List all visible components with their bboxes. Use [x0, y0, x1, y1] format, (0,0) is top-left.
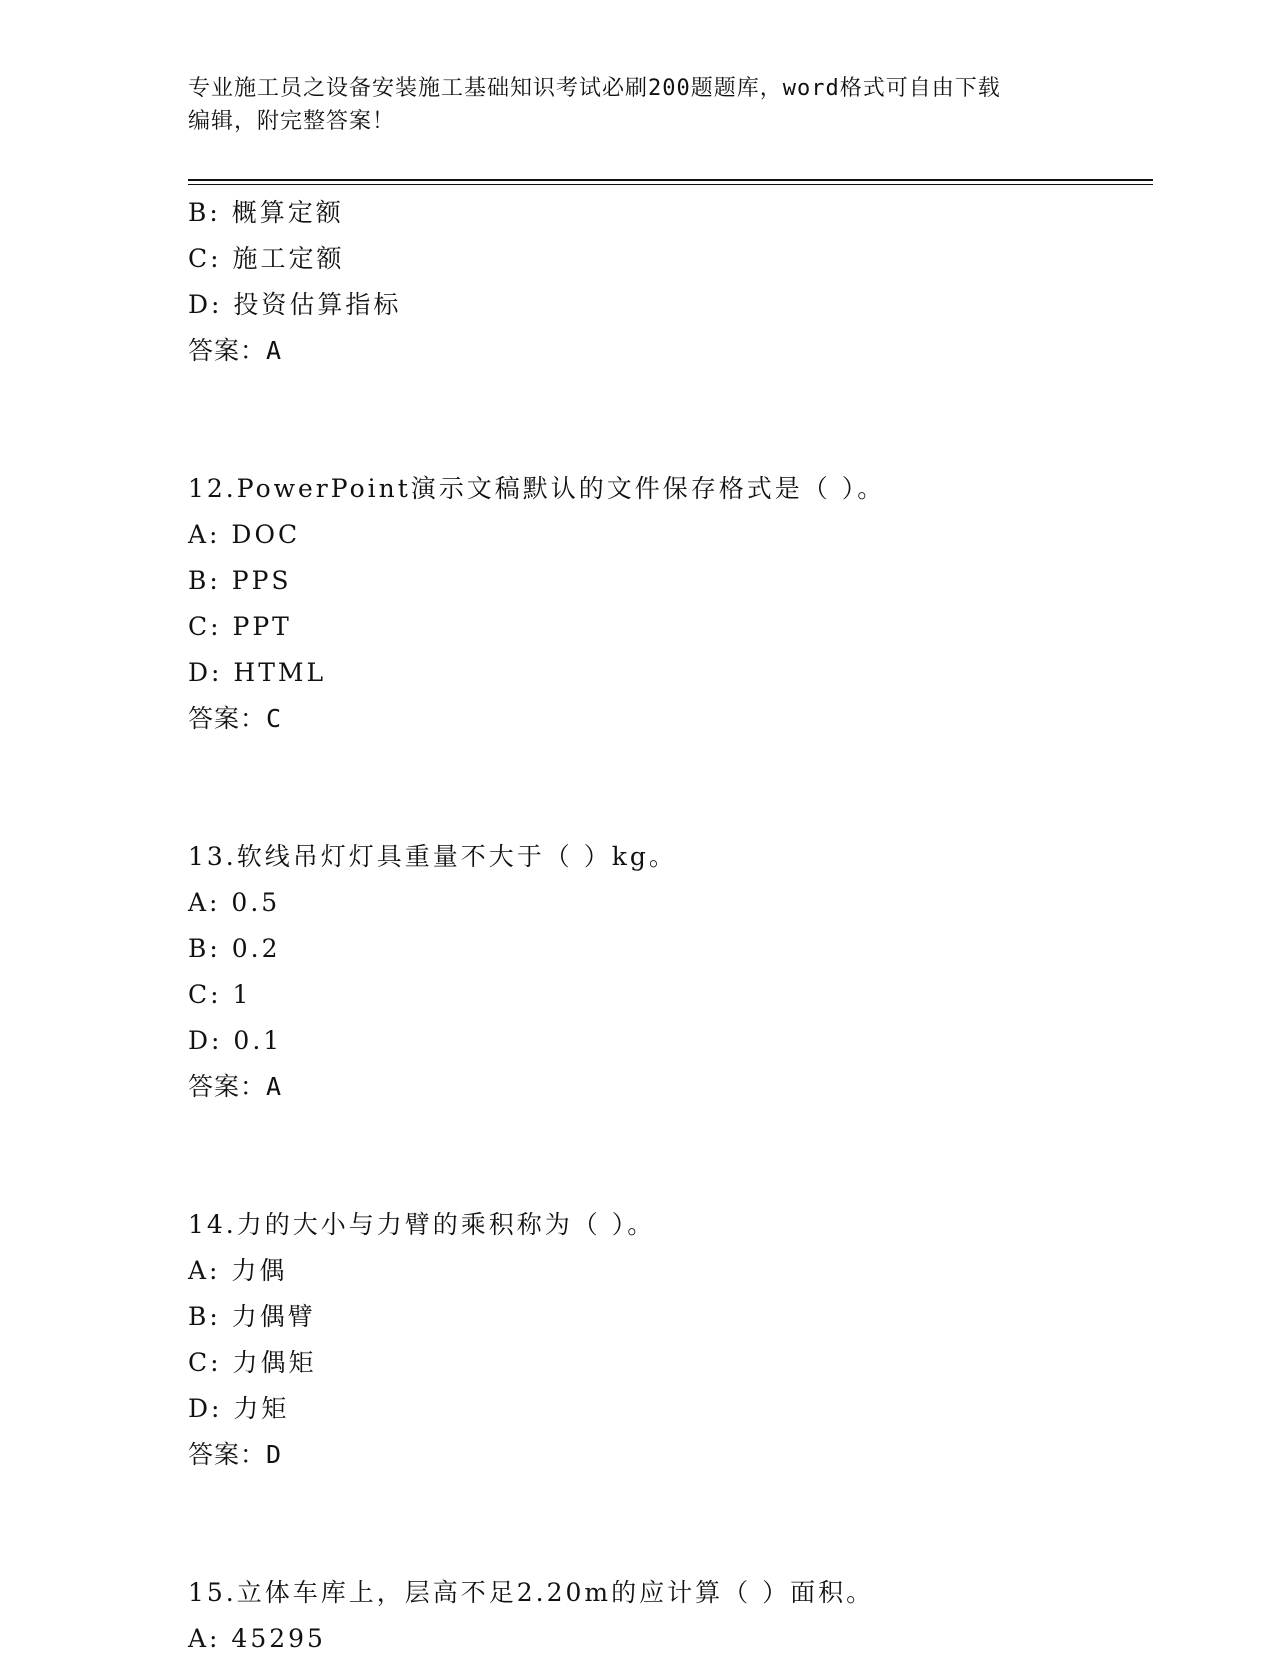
document-header — [188, 72, 1088, 138]
answer-line: 答案：D — [188, 1440, 283, 1469]
option-a: A: 45295 — [188, 1624, 326, 1653]
option-b: B: 概算定额 — [188, 198, 344, 227]
option-c: C: 力偶矩 — [188, 1348, 317, 1377]
spacer — [188, 374, 1153, 466]
question-block-15 — [188, 1570, 1153, 1662]
header-divider-thick — [188, 179, 1153, 181]
question-text: 15.立体车库上，层高不足2.20m的应计算（ ）面积。 — [188, 1578, 875, 1607]
option-d: D: 0.1 — [188, 1026, 283, 1055]
option-c: C: 施工定额 — [188, 244, 345, 273]
document-body — [188, 190, 1153, 1662]
spacer — [188, 1478, 1153, 1570]
option-b: B: 0.2 — [188, 934, 281, 963]
question-text: 12.PowerPoint演示文稿默认的文件保存格式是（ ）。 — [188, 474, 886, 503]
option-d: D: 力矩 — [188, 1394, 290, 1423]
document-title-line-2: 编辑，附完整答案！ — [188, 109, 396, 134]
option-d: D: HTML — [188, 658, 327, 687]
question-block-12 — [188, 466, 1153, 742]
question-text: 14.力的大小与力臂的乘积称为（ ）。 — [188, 1210, 656, 1239]
question-block-14 — [188, 1202, 1153, 1478]
answer-line: 答案：A — [188, 1072, 283, 1101]
option-c: C: 1 — [188, 980, 252, 1009]
document-title-line-1: 专业施工员之设备安装施工基础知识考试必刷200题题库，word格式可自由下载 — [188, 76, 1001, 101]
spacer — [188, 1110, 1153, 1202]
option-a: A: 0.5 — [188, 888, 281, 917]
option-a: A: 力偶 — [188, 1256, 288, 1285]
spacer — [188, 742, 1153, 834]
answer-line: 答案：C — [188, 704, 283, 733]
header-divider-thin — [188, 184, 1153, 185]
question-block-13 — [188, 834, 1153, 1110]
option-c: C: PPT — [188, 612, 292, 641]
question-block-11-continued — [188, 190, 1153, 374]
option-b: B: PPS — [188, 566, 292, 595]
answer-line: 答案：A — [188, 336, 283, 365]
question-text: 13.软线吊灯灯具重量不大于（ ）kg。 — [188, 842, 677, 871]
option-b: B: 力偶臂 — [188, 1302, 316, 1331]
option-d: D: 投资估算指标 — [188, 290, 402, 319]
option-a: A: DOC — [188, 520, 301, 549]
